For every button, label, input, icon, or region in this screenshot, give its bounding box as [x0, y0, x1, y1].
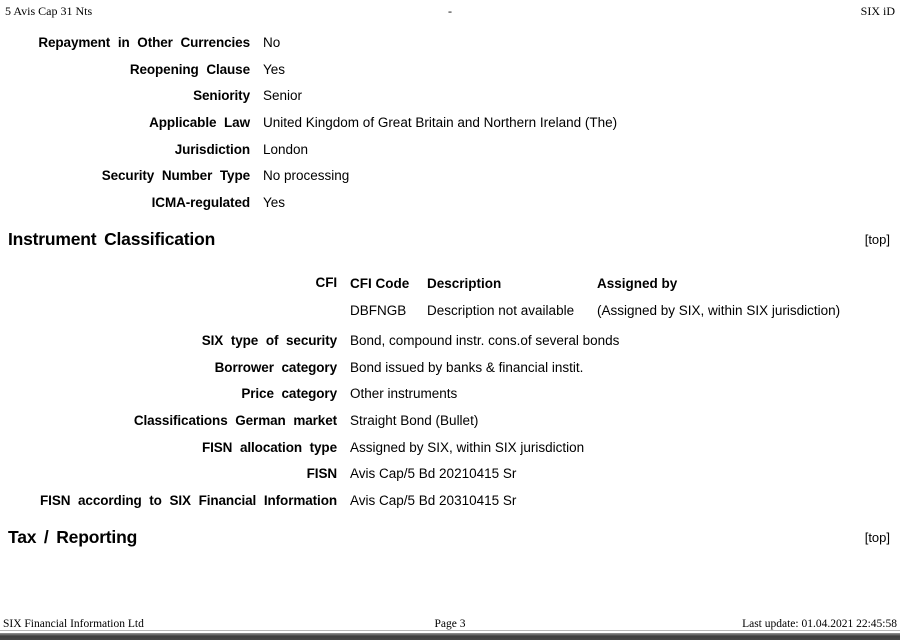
- field-row: [0, 189, 900, 216]
- cfi-col-assignedby-header: Assigned by: [597, 276, 678, 291]
- document-footer: [3, 617, 897, 631]
- cfi-code-value: DBFNGB: [350, 303, 407, 318]
- footer-last-update: Last update: 01.04.2021 22:45:58: [742, 618, 897, 630]
- top-link[interactable]: [top]: [864, 530, 890, 545]
- cfi-table-header-row: [350, 270, 840, 297]
- field-row: [0, 136, 900, 163]
- cfi-row: [0, 270, 900, 324]
- field-value: London: [263, 141, 309, 157]
- field-value: Other instruments: [350, 386, 458, 402]
- field-value: Senior: [263, 88, 303, 104]
- field-label: FISN: [306, 466, 337, 482]
- field-row: [0, 29, 900, 56]
- field-row: [0, 354, 900, 381]
- field-value: United Kingdom of Great Britain and Northern Ireland (The): [263, 114, 618, 130]
- window-bottom-bar: [0, 633, 900, 640]
- field-row: [0, 327, 900, 354]
- field-label: CFI: [315, 275, 337, 290]
- header-product-name: SIX iD: [860, 4, 896, 18]
- section-title: Tax / Reporting: [8, 527, 138, 547]
- field-label: Repayment in Other Currencies: [38, 34, 250, 50]
- field-value: Yes: [263, 61, 286, 77]
- field-row: [0, 109, 900, 136]
- field-value: Assigned by SIX, within SIX jurisdiction: [350, 439, 585, 455]
- field-value: Straight Bond (Bullet): [350, 412, 479, 428]
- field-row: [0, 487, 900, 514]
- field-label: FISN allocation type: [201, 439, 337, 455]
- top-link[interactable]: [top]: [864, 232, 890, 247]
- instrument-classification-heading: [8, 229, 890, 250]
- field-value: Bond, compound instr. cons.of several bonds: [350, 332, 620, 348]
- field-row: [0, 82, 900, 109]
- general-fields-section: [0, 29, 900, 216]
- footer-company-name: SIX Financial Information Ltd: [3, 618, 144, 630]
- field-row: [0, 407, 900, 434]
- classification-fields-section: [0, 327, 900, 514]
- field-label: FISN according to SIX Financial Information: [40, 492, 337, 508]
- field-row: [0, 56, 900, 83]
- field-label: Classifications German market: [133, 412, 337, 428]
- field-label: SIX type of security: [201, 332, 337, 348]
- footer-page-number: Page 3: [434, 618, 466, 630]
- cfi-description-value: Description not available: [427, 303, 575, 318]
- field-label: Price category: [241, 386, 337, 402]
- field-value: No: [263, 34, 281, 50]
- field-label: Jurisdiction: [174, 141, 250, 157]
- field-value: Yes: [263, 194, 286, 210]
- field-value: Avis Cap/5 Bd 20310415 Sr: [350, 492, 517, 508]
- field-label: Seniority: [193, 88, 250, 104]
- field-row: [0, 162, 900, 189]
- cfi-table-data-row: [350, 297, 840, 324]
- field-row: [0, 434, 900, 461]
- field-value: Avis Cap/5 Bd 20210415 Sr: [350, 466, 517, 482]
- field-label: Applicable Law: [149, 114, 250, 130]
- document-header: [5, 4, 895, 18]
- field-label: Borrower category: [214, 359, 337, 375]
- field-label: Security Number Type: [101, 168, 250, 184]
- field-label: Reopening Clause: [129, 61, 250, 77]
- footer-separator-line: [0, 630, 900, 631]
- tax-reporting-heading: [8, 527, 890, 548]
- field-row: [0, 460, 900, 487]
- cfi-block: [0, 270, 900, 324]
- section-title: Instrument Classification: [8, 229, 216, 249]
- cfi-assignedby-value: (Assigned by SIX, within SIX jurisdiction): [597, 303, 841, 318]
- field-row: [0, 380, 900, 407]
- header-center-dash: -: [448, 4, 452, 18]
- cfi-table: [337, 270, 840, 324]
- cfi-col-code-header: CFI Code: [350, 276, 410, 291]
- header-instrument-name: 5 Avis Cap 31 Nts: [5, 4, 93, 18]
- field-label: ICMA-regulated: [151, 194, 250, 210]
- field-value: Bond issued by banks & financial instit.: [350, 359, 584, 375]
- field-value: No processing: [263, 168, 350, 184]
- cfi-col-description-header: Description: [427, 276, 502, 291]
